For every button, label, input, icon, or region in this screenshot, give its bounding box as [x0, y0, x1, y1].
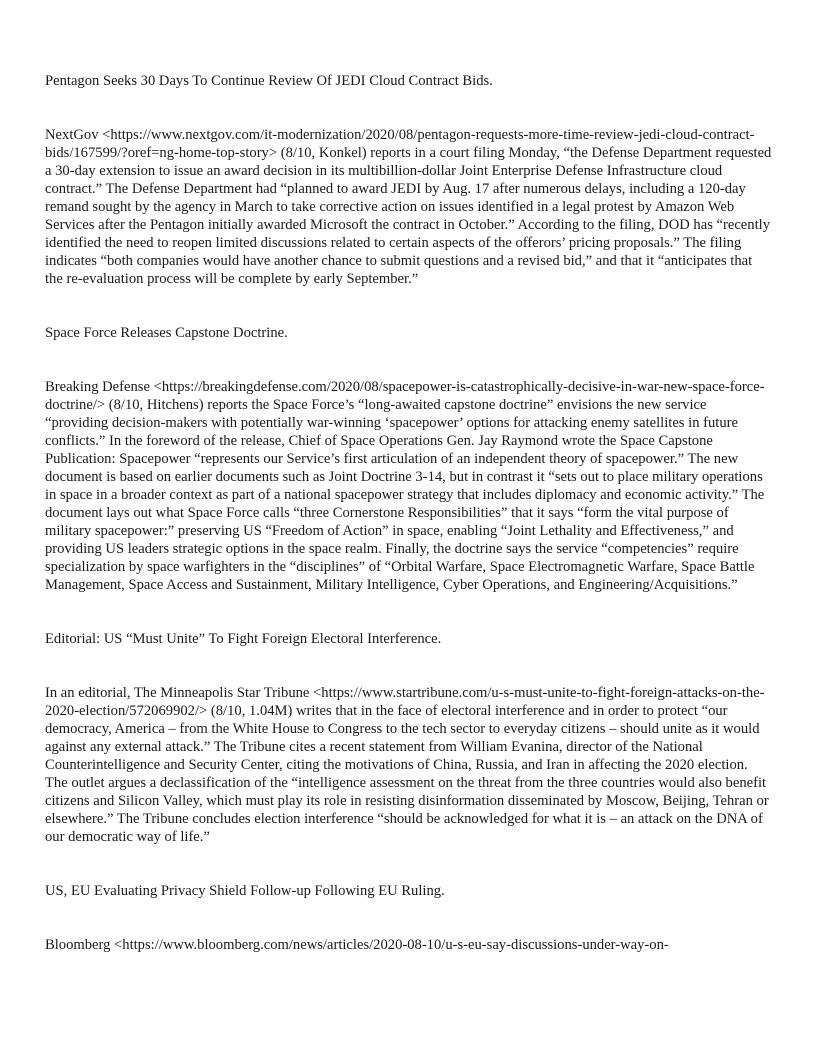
- article-headline-electoral-interference: Editorial: US “Must Unite” To Fight Foreign Electoral Interference.: [45, 631, 442, 647]
- document-page: [45, 72, 773, 954]
- article-body-space-force: Breaking Defense <https://breakingdefense.com/2020/08/spacepower-is-catastrophically-decisive-in-war-new-space-force-doctrine/> (8/10, Hitchens) reports the Space Force’s “long-awaited capstone doctrine” envisions the new service “providing decision-makers with potentially war-winning ‘spacepower’ options for attacking enemy satellites in future conflicts.” In the foreword of the release, Chief of Space Operations Gen. Jay Raymond wrote the Space Capstone Publication: Spacepower “represents our Service’s first articulation of an independent theory of spacepower.” The new document is based on earlier documents such as Joint Doctrine 3-14, but in contrast it “sets out to place military operations in space in a broader context as part of a national spacepower strategy that includes diplomacy and economic activity.” The document lays out what Space Force calls “three Cornerstone Responsibilities” that it says “form the vital purpose of military spacepower:” preserving US “Freedom of Action” in space, enabling “Joint Lethality and Effectiveness,” and providing US leaders strategic options in the space realm. Finally, the doctrine says the service “competencies” require specialization by space warfighters in the “disciplines” of “Orbital Warfare, Space Electromagnetic Warfare, Space Battle Management, Space Access and Sustainment, Military Intelligence, Cyber Operations, and Engineering/Acquisitions.”: [45, 379, 765, 593]
- article-body-privacy-shield: Bloomberg <https://www.bloomberg.com/news/articles/2020-08-10/u-s-eu-say-discussions-under-way-on-: [45, 937, 669, 953]
- article-body-jedi: NextGov <https://www.nextgov.com/it-modernization/2020/08/pentagon-requests-more-time-review-jedi-cloud-contract-bids/167599/?oref=ng-home-top-story> (8/10, Konkel) reports in a court filing Monday, “the Defense Department requested a 30-day extension to issue an award decision in its multibillion-dollar Joint Enterprise Defense Infrastructure cloud contract.” The Defense Department had “planned to award JEDI by Aug. 17 after numerous delays, including a 120-day remand sought by the agency in March to take corrective action on issues identified in a legal protest by Amazon Web Services after the Pentagon initially awarded Microsoft the contract in October.” According to the filing, DOD has “recently identified the need to reopen limited discussions related to certain aspects of the offerors’ pricing proposals.” The filing indicates “both companies would have another chance to submit questions and a revised bid,” and that it “anticipates that the re-evaluation process will be complete by early September.”: [45, 127, 772, 287]
- article-headline-space-force: Space Force Releases Capstone Doctrine.: [45, 325, 288, 341]
- article-body-electoral-interference: In an editorial, The Minneapolis Star Tribune <https://www.startribune.com/u-s-must-unite-to-fight-foreign-attacks-on-the-2020-election/572069902/> (8/10, 1.04M) writes that in the face of electoral interference and in order to protect “our democracy, America – from the White House to Congress to the tech sector to everyday citizens – should unite as it would against any external attack.” The Tribune cites a recent statement from William Evanina, director of the National Counterintelligence and Security Center, citing the motivations of China, Russia, and Iran in affecting the 2020 election. The outlet argues a declassification of the “intelligence assessment on the threat from the three countries would also benefit citizens and Silicon Valley, which must play its role in resisting disinformation disseminated by Moscow, Beijing, Tehran or elsewhere.” The Tribune concludes election interference “should be acknowledged for what it is – an attack on the DNA of our democratic way of life.”: [45, 685, 769, 845]
- article-headline-jedi: Pentagon Seeks 30 Days To Continue Review Of JEDI Cloud Contract Bids.: [45, 73, 493, 89]
- article-headline-privacy-shield: US, EU Evaluating Privacy Shield Follow-up Following EU Ruling.: [45, 883, 445, 899]
